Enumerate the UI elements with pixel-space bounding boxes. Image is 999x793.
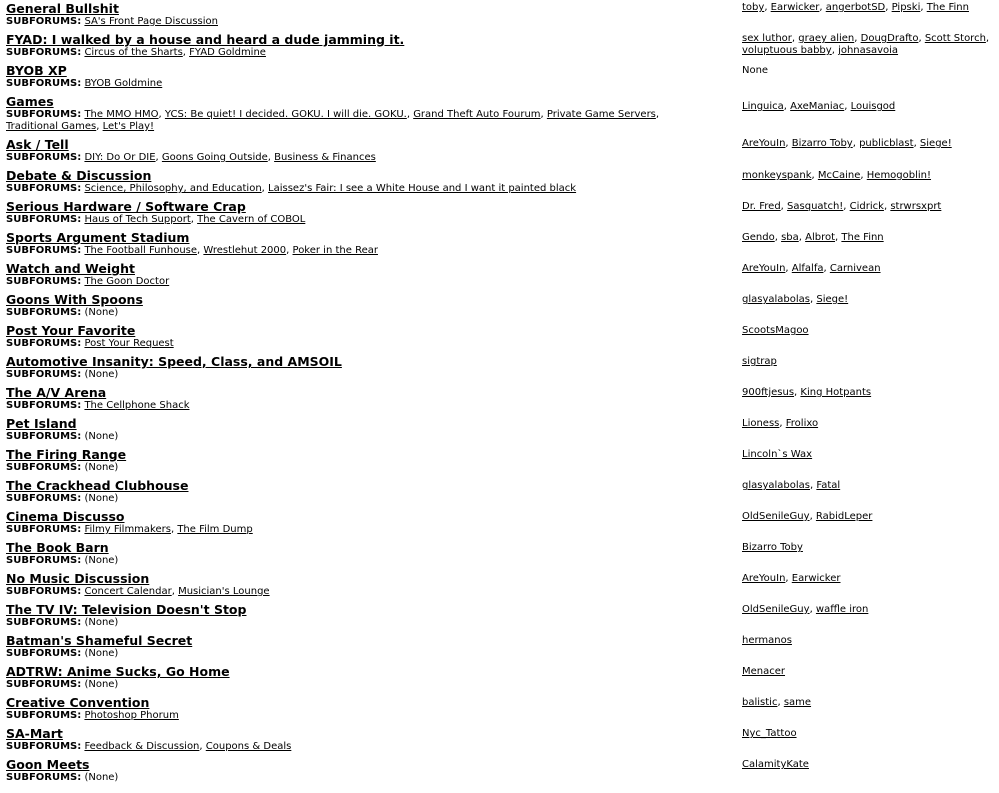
forum-row: [0, 31, 999, 62]
forum-title-link[interactable]: Serious Hardware / Software Crap: [6, 199, 246, 214]
moderator-link[interactable]: Linguica: [742, 101, 784, 112]
forum-row: [0, 62, 999, 93]
moderators-list: AreYouIn, Earwicker: [742, 573, 841, 584]
subforum-link[interactable]: Photoshop Phorum: [84, 710, 179, 721]
moderators-list: [742, 635, 992, 647]
subforums-line: [6, 710, 706, 722]
subforums-label: SUBFORUMS:: [6, 741, 82, 752]
moderator-link[interactable]: OldSenileGuy: [742, 604, 810, 615]
subforums-label: SUBFORUMS:: [6, 462, 82, 473]
subforums-line: [6, 493, 706, 505]
moderator-link[interactable]: AxeManiac: [790, 101, 845, 112]
moderators-list: Lioness, Frolixo: [742, 418, 819, 429]
subforum-link[interactable]: YCS: Be quiet! I decided. GOKU. I will die. GOKU.: [164, 109, 407, 120]
moderators-list: Gendo, sba, Albrot, The Finn: [742, 232, 884, 243]
moderator-link[interactable]: same: [783, 697, 812, 708]
subforums-line: [6, 16, 706, 28]
moderators-list: [742, 325, 992, 337]
forum-row: [0, 663, 999, 694]
subforums-line: [6, 307, 706, 319]
forum-row: [0, 198, 999, 229]
forum-title-link[interactable]: SA-Mart: [6, 726, 63, 741]
moderator-link[interactable]: AreYouIn: [742, 573, 786, 584]
subforums-label: SUBFORUMS:: [6, 109, 82, 120]
moderators-list: Dr. Fred, Sasquatch!, Cidrick, strwrsxprt: [742, 201, 942, 212]
subforums-label: SUBFORUMS:: [6, 78, 82, 89]
forum-title-link[interactable]: Creative Convention: [6, 695, 150, 710]
subforums-line: [6, 679, 706, 691]
subforums-line: [6, 369, 706, 381]
moderator-link[interactable]: sba: [781, 232, 799, 243]
moderators-list: OldSenileGuy, RabidLeper: [742, 511, 873, 522]
moderator-link[interactable]: 900ftjesus: [742, 387, 795, 398]
forum-title-link[interactable]: The A/V Arena: [6, 385, 107, 400]
moderator-link[interactable]: DougDrafto: [860, 33, 919, 44]
forum-title-link[interactable]: Pet Island: [6, 416, 77, 431]
subforums-label: SUBFORUMS:: [6, 679, 82, 690]
moderator-link[interactable]: Bizarro Toby: [742, 542, 803, 553]
forum-title-link[interactable]: Goon Meets: [6, 757, 90, 772]
forum-title-link[interactable]: Debate & Discussion: [6, 168, 152, 183]
moderator-link[interactable]: voluptuous babby: [742, 45, 832, 56]
moderator-link[interactable]: Cidrick: [849, 201, 884, 212]
moderator-link[interactable]: glasyalabolas: [742, 480, 810, 491]
forum-title-link[interactable]: Post Your Favorite: [6, 323, 136, 338]
subforums-line: [6, 338, 706, 350]
moderator-link[interactable]: Carnivean: [829, 263, 881, 274]
subforums-line: SUBFORUMS: Filmy Filmmakers, The Film Dump: [6, 524, 253, 535]
subforums-line: SUBFORUMS: The MMO HMO, YCS: Be quiet! I decided. GOKU. I will die. GOKU., Grand Theft Auto Fourum, Private Game Servers, Traditional Games, Let's Play!: [6, 109, 660, 132]
subforums-line: [6, 431, 706, 443]
subforum-link[interactable]: The Film Dump: [177, 524, 253, 535]
moderator-link[interactable]: Louisgod: [850, 101, 896, 112]
subforums-none: (None): [84, 369, 119, 380]
forum-row: [0, 93, 999, 136]
moderator-link[interactable]: waffle iron: [815, 604, 869, 615]
subforums-line: [6, 400, 706, 412]
moderator-link[interactable]: monkeyspank: [742, 170, 812, 181]
subforums-none: (None): [84, 493, 119, 504]
subforums-line: [6, 772, 706, 784]
forum-row: [0, 539, 999, 570]
subforums-line: SUBFORUMS: The Football Funhouse, Wrestlehut 2000, Poker in the Rear: [6, 245, 378, 256]
moderators-list: [742, 542, 992, 554]
subforums-line: SUBFORUMS: Feedback & Discussion, Coupons & Deals: [6, 741, 292, 752]
subforum-link[interactable]: Haus of Tech Support: [84, 214, 191, 225]
subforum-link[interactable]: The Football Funhouse: [84, 245, 198, 256]
moderator-link[interactable]: Fatal: [816, 480, 841, 491]
subforum-link[interactable]: The Goon Doctor: [84, 276, 170, 287]
forum-title-link[interactable]: ADTRW: Anime Sucks, Go Home: [6, 664, 230, 679]
moderators-list: AreYouIn, Bizarro Toby, publicblast, Siege!: [742, 138, 952, 149]
subforums-line: [6, 276, 706, 288]
moderator-link[interactable]: Scott Storch: [924, 33, 986, 44]
subforums-label: SUBFORUMS:: [6, 586, 82, 597]
forum-title-link[interactable]: No Music Discussion: [6, 571, 150, 586]
moderator-link[interactable]: OldSenileGuy: [742, 511, 810, 522]
forum-title-link[interactable]: BYOB XP: [6, 63, 67, 78]
moderator-link[interactable]: balistic: [742, 697, 778, 708]
forum-title-link[interactable]: FYAD: I walked by a house and heard a dude jamming it.: [6, 32, 405, 47]
subforum-link[interactable]: SA's Front Page Discussion: [84, 16, 218, 27]
moderator-link[interactable]: Lioness: [742, 418, 780, 429]
moderator-link[interactable]: Alfalfa: [791, 263, 824, 274]
subforum-link[interactable]: Filmy Filmmakers: [84, 524, 171, 535]
moderators-list: OldSenileGuy, waffle iron: [742, 604, 869, 615]
moderator-link[interactable]: CalamityKate: [742, 759, 809, 770]
subforums-label: SUBFORUMS:: [6, 648, 82, 659]
moderators-list: 900ftjesus, King Hotpants: [742, 387, 872, 398]
subforums-none: (None): [84, 431, 119, 442]
subforums-label: SUBFORUMS:: [6, 245, 82, 256]
moderators-list: [742, 356, 992, 368]
forum-row: [0, 229, 999, 260]
subforums-label: SUBFORUMS:: [6, 152, 82, 163]
subforums-label: SUBFORUMS:: [6, 710, 82, 721]
moderator-link[interactable]: McCaine: [817, 170, 861, 181]
forum-row: [0, 353, 999, 384]
moderators-list: monkeyspank, McCaine, Hemogoblin!: [742, 170, 932, 181]
subforum-link[interactable]: Laissez's Fair: I see a White House and I want it painted black: [268, 183, 577, 194]
forum-title-link[interactable]: General Bullshit: [6, 1, 119, 16]
subforum-link[interactable]: Science, Philosophy, and Education: [84, 183, 262, 194]
moderator-link[interactable]: toby: [742, 2, 765, 13]
subforum-link[interactable]: Circus of the Sharts: [84, 47, 183, 58]
subforum-link[interactable]: The Cellphone Shack: [84, 400, 190, 411]
moderator-link[interactable]: Earwicker: [770, 2, 820, 13]
subforum-link[interactable]: Poker in the Rear: [292, 245, 378, 256]
subforums-label: SUBFORUMS:: [6, 400, 82, 411]
moderators-list: glasyalabolas, Fatal: [742, 480, 841, 491]
moderator-link[interactable]: Lincoln`s Wax: [742, 449, 813, 460]
subforums-line: [6, 555, 706, 567]
subforums-label: SUBFORUMS:: [6, 16, 82, 27]
forum-row: [0, 570, 999, 601]
subforum-link[interactable]: Post Your Request: [84, 338, 174, 349]
subforum-link[interactable]: Grand Theft Auto Fourum: [413, 109, 541, 120]
forum-title-link[interactable]: Watch and Weight: [6, 261, 135, 276]
moderator-link[interactable]: Dr. Fred: [742, 201, 781, 212]
forum-title-link[interactable]: Games: [6, 94, 54, 109]
subforum-link[interactable]: Goons Going Outside: [161, 152, 268, 163]
forum-title-link[interactable]: The Crackhead Clubhouse: [6, 478, 189, 493]
moderator-link[interactable]: ScootsMagoo: [742, 325, 809, 336]
subforums-label: SUBFORUMS:: [6, 47, 82, 58]
forum-title-link[interactable]: The TV IV: Television Doesn't Stop: [6, 602, 247, 617]
moderators-list: [742, 759, 992, 771]
subforum-link[interactable]: Coupons & Deals: [205, 741, 292, 752]
moderator-link[interactable]: graey alien: [798, 33, 855, 44]
subforum-link[interactable]: Wrestlehut 2000: [203, 245, 287, 256]
moderator-link[interactable]: angerbotSD: [825, 2, 886, 13]
forum-row: [0, 260, 999, 291]
subforums-line: SUBFORUMS: Circus of the Sharts, FYAD Goldmine: [6, 47, 266, 58]
subforum-link[interactable]: DIY: Do Or DIE: [84, 152, 156, 163]
moderators-list: toby, Earwicker, angerbotSD, Pipski, The Finn: [742, 2, 969, 13]
subforums-none: (None): [84, 462, 119, 473]
moderator-link[interactable]: Albrot: [805, 232, 836, 243]
moderator-link[interactable]: glasyalabolas: [742, 294, 810, 305]
subforums-label: SUBFORUMS:: [6, 431, 82, 442]
forum-title-link[interactable]: Ask / Tell: [6, 137, 69, 152]
moderator-link[interactable]: hermanos: [742, 635, 792, 646]
subforum-link[interactable]: Feedback & Discussion: [84, 741, 200, 752]
subforum-link[interactable]: Business & Finances: [274, 152, 376, 163]
subforums-label: SUBFORUMS:: [6, 183, 82, 194]
moderator-link[interactable]: sigtrap: [742, 356, 777, 367]
subforum-link[interactable]: Let's Play!: [102, 121, 155, 132]
moderators-list: [742, 666, 992, 678]
moderator-link[interactable]: Gendo: [742, 232, 775, 243]
moderator-link[interactable]: Sasquatch!: [787, 201, 844, 212]
subforums-label: SUBFORUMS:: [6, 617, 82, 628]
moderator-link[interactable]: publicblast: [859, 138, 914, 149]
forum-title-link[interactable]: The Firing Range: [6, 447, 127, 462]
subforums-label: SUBFORUMS:: [6, 772, 82, 783]
forum-row: [0, 508, 999, 539]
subforum-link[interactable]: Musician's Lounge: [178, 586, 270, 597]
subforums-label: SUBFORUMS:: [6, 338, 82, 349]
subforums-line: SUBFORUMS: Science, Philosophy, and Education, Laissez's Fair: I see a White House and I want it painted black: [6, 183, 577, 194]
subforums-label: SUBFORUMS:: [6, 214, 82, 225]
subforums-label: SUBFORUMS:: [6, 276, 82, 287]
forum-row: [0, 384, 999, 415]
subforums-label: SUBFORUMS:: [6, 369, 82, 380]
forum-title-link[interactable]: Cinema Discusso: [6, 509, 125, 524]
forum-row: [0, 694, 999, 725]
moderator-link[interactable]: The Finn: [926, 2, 969, 13]
subforums-label: SUBFORUMS:: [6, 493, 82, 504]
forum-title-link[interactable]: The Book Barn: [6, 540, 109, 555]
subforums-label: SUBFORUMS:: [6, 307, 82, 318]
moderator-link[interactable]: Menacer: [742, 666, 786, 677]
forum-row: [0, 756, 999, 787]
subforums-line: SUBFORUMS: Haus of Tech Support, The Cavern of COBOL: [6, 214, 306, 225]
moderators-none: None: [742, 65, 769, 76]
moderator-link[interactable]: Bizarro Toby: [791, 138, 853, 149]
moderators-list: glasyalabolas, Siege!: [742, 294, 849, 305]
subforums-none: (None): [84, 648, 119, 659]
moderator-link[interactable]: Siege!: [919, 138, 952, 149]
moderators-list: balistic, same: [742, 697, 812, 708]
subforums-none: (None): [84, 307, 119, 318]
forum-row: [0, 446, 999, 477]
forum-row: [0, 167, 999, 198]
moderators-list: [742, 728, 992, 740]
moderator-link[interactable]: The Finn: [841, 232, 884, 243]
moderator-link[interactable]: Pipski: [891, 2, 921, 13]
moderators-list: Linguica, AxeManiac, Louisgod: [742, 101, 896, 112]
moderator-link[interactable]: Nyc_Tattoo: [742, 728, 797, 739]
subforum-link[interactable]: The MMO HMO: [84, 109, 159, 120]
moderator-link[interactable]: strwrsxprt: [890, 201, 942, 212]
forum-row: [0, 632, 999, 663]
forum-row: [0, 322, 999, 353]
forum-title-link[interactable]: Automotive Insanity: Speed, Class, and AMSOIL: [6, 354, 342, 369]
subforum-link[interactable]: FYAD Goldmine: [189, 47, 266, 58]
moderator-link[interactable]: Frolixo: [785, 418, 819, 429]
moderator-link[interactable]: King Hotpants: [800, 387, 872, 398]
subforums-none: (None): [84, 555, 119, 566]
subforums-none: (None): [84, 679, 119, 690]
forum-title-link[interactable]: Sports Argument Stadium: [6, 230, 190, 245]
moderator-link[interactable]: johnasavoia: [838, 45, 899, 56]
forum-row: [0, 136, 999, 167]
forum-row: [0, 415, 999, 446]
moderator-link[interactable]: AreYouIn: [742, 263, 786, 274]
subforum-link[interactable]: Concert Calendar: [84, 586, 172, 597]
subforum-link[interactable]: Traditional Games: [6, 121, 97, 132]
moderator-link[interactable]: Earwicker: [791, 573, 841, 584]
subforum-link[interactable]: The Cavern of COBOL: [197, 214, 306, 225]
moderators-list: sex luthor, graey alien, DougDrafto, Scott Storch, voluptuous babby, johnasavoia: [742, 33, 990, 56]
subforums-line: [6, 78, 706, 90]
subforums-none: (None): [84, 617, 119, 628]
moderator-link[interactable]: Hemogoblin!: [866, 170, 932, 181]
moderator-link[interactable]: sex luthor: [742, 33, 792, 44]
moderator-link[interactable]: Siege!: [816, 294, 849, 305]
subforums-line: SUBFORUMS: Concert Calendar, Musician's Lounge: [6, 586, 270, 597]
subforums-none: (None): [84, 772, 119, 783]
subforum-link[interactable]: Private Game Servers: [546, 109, 656, 120]
moderators-list: [742, 449, 992, 461]
subforums-line: SUBFORUMS: DIY: Do Or DIE, Goons Going Outside, Business & Finances: [6, 152, 376, 163]
forum-title-link[interactable]: Goons With Spoons: [6, 292, 143, 307]
subforums-line: [6, 648, 706, 660]
forum-row: [0, 725, 999, 756]
forum-row: [0, 291, 999, 322]
forum-title-link[interactable]: Batman's Shameful Secret: [6, 633, 193, 648]
moderators-list: AreYouIn, Alfalfa, Carnivean: [742, 263, 881, 274]
subforums-line: [6, 462, 706, 474]
moderator-link[interactable]: AreYouIn: [742, 138, 786, 149]
subforum-link[interactable]: BYOB Goldmine: [84, 78, 163, 89]
forum-row: [0, 477, 999, 508]
moderator-link[interactable]: RabidLeper: [815, 511, 873, 522]
subforums-line: [6, 617, 706, 629]
moderators-list: [742, 65, 992, 77]
forum-row: [0, 601, 999, 632]
subforums-label: SUBFORUMS:: [6, 555, 82, 566]
subforums-label: SUBFORUMS:: [6, 524, 82, 535]
forum-row: [0, 0, 999, 31]
